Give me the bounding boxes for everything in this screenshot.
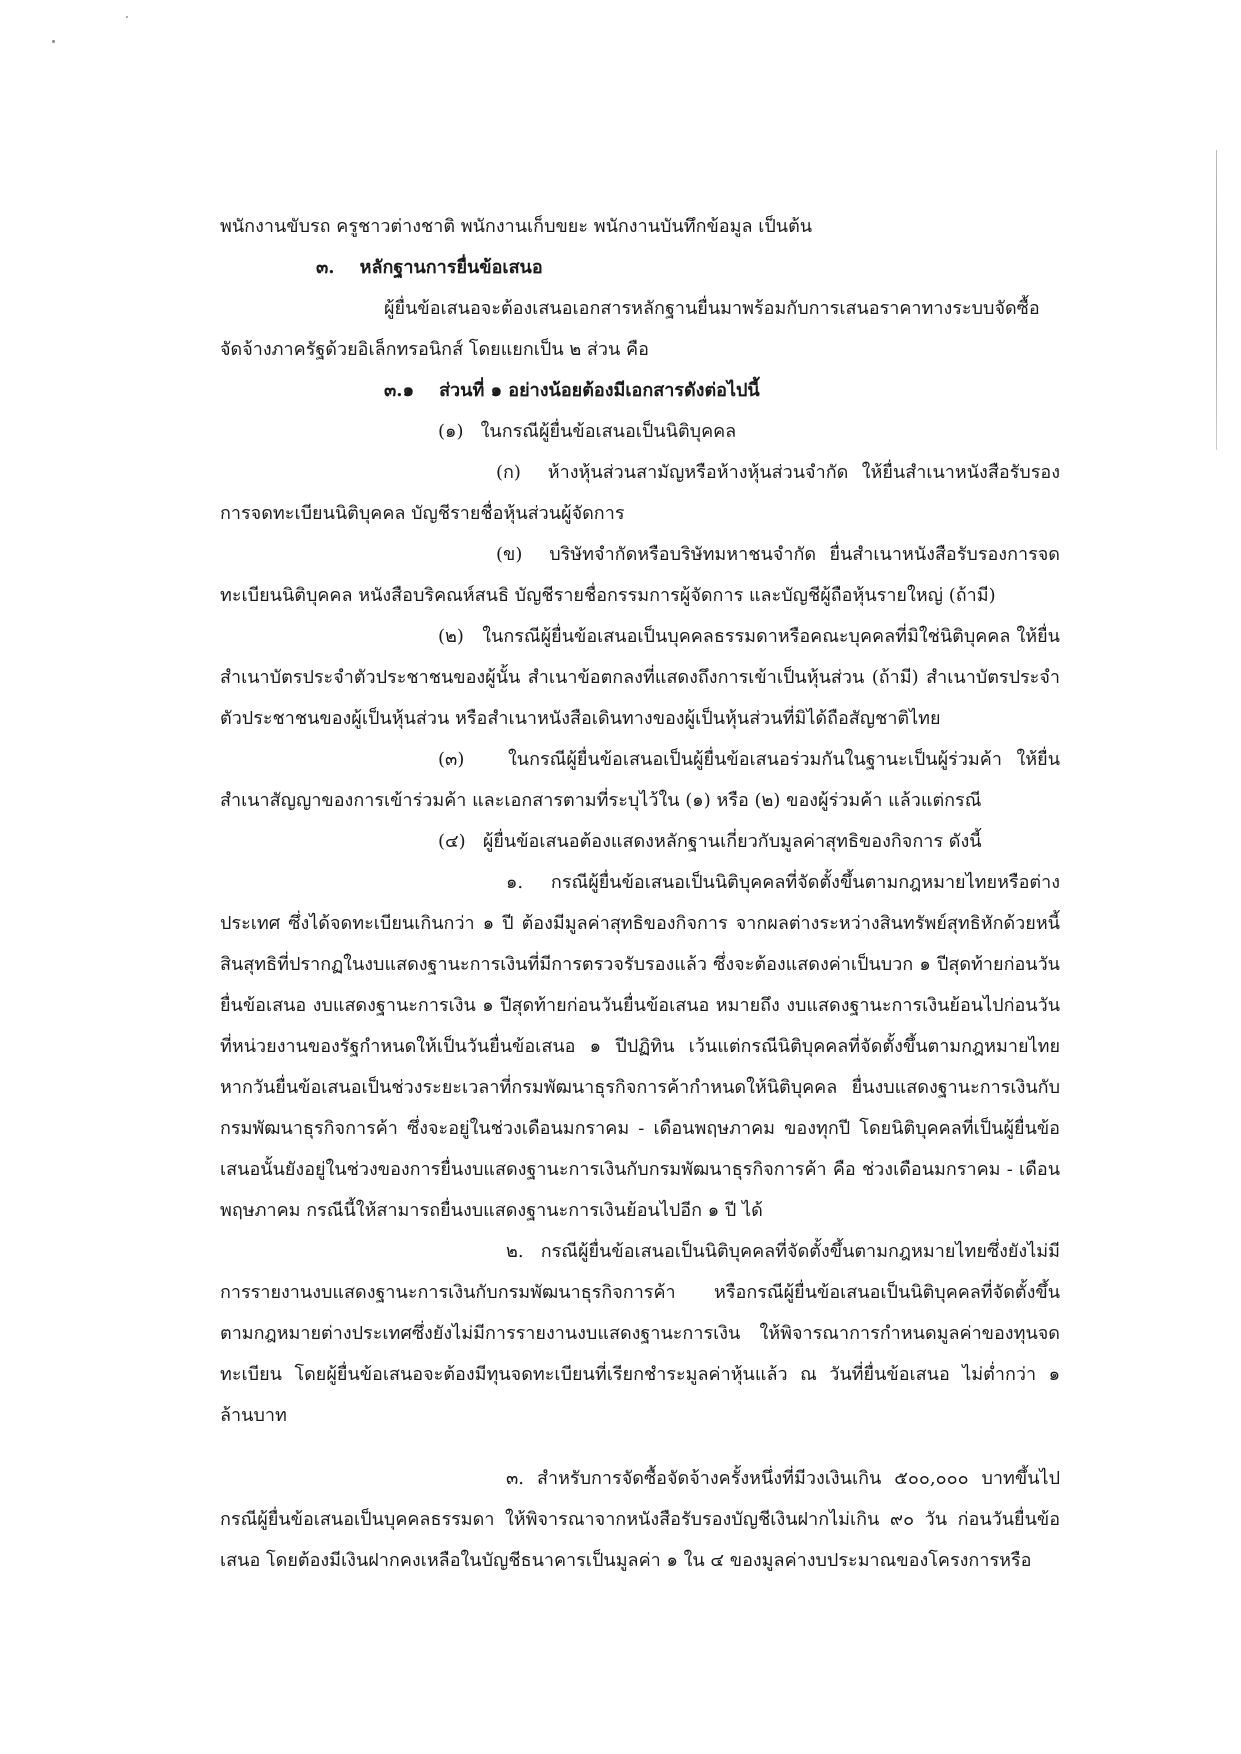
- scan-edge-line: [1216, 150, 1217, 450]
- item-4-point-2: ๒. กรณีผู้ยื่นข้อเสนอเป็นนิติบุคคลที่จัดตั้งขึ้นตามกฎหมายไทยซึ่งยังไม่มีการรายงานงบแสดงฐานะการเงินกับกรมพัฒนาธุรกิจการค้า หรือกรณีผู้ยื่นข้อเสนอเป็นนิติบุคคลที่จัดตั้งขึ้นตามกฎหมายต่างประเทศซึ่งยังไม่มีการรายงานงบแสดงฐานะการเงิน ให้พิจารณาการกำหนดมูลค่าของทุนจดทะเบียน โดยผู้ยื่นข้อเสนอจะต้องมีทุนจดทะเบียนที่เรียกชำระมูลค่าหุ้นแล้ว ณ วันที่ยื่นข้อเสนอ ไม่ต่ำกว่า ๑ ล้านบาท: [220, 1241, 1060, 1426]
- subsection-heading-3-1: ๓.๑ ส่วนที่ ๑ อย่างน้อยต้องมีเอกสารดังต่อไปนี้: [384, 380, 760, 401]
- scan-speck: [126, 16, 128, 18]
- item-2: (๒) ในกรณีผู้ยื่นข้อเสนอเป็นบุคคลธรรมดาหรือคณะบุคคลที่มิใช่นิติบุคคล ให้ยื่นสำเนาบัตรประจำตัวประชาชนของผู้นั้น สำเนาข้อตกลงที่แสดงถึงการเข้าเป็นหุ้นส่วน (ถ้ามี) สำเนาบัตรประจำตัวประชาชนของผู้เป็นหุ้นส่วน หรือสำเนาหนังสือเดินทางของผู้เป็นหุ้นส่วนที่มิได้ถือสัญชาติไทย: [220, 626, 1060, 729]
- item-1: (๑) ในกรณีผู้ยื่นข้อเสนอเป็นนิติบุคคล: [438, 421, 737, 442]
- item-4-point-1: ๑. กรณีผู้ยื่นข้อเสนอเป็นนิติบุคคลที่จัดตั้งขึ้นตามกฎหมายไทยหรือต่างประเทศ ซึ่งได้จดทะเบียนเกินกว่า ๑ ปี ต้องมีมูลค่าสุทธิของกิจการ จากผลต่างระหว่างสินทรัพย์สุทธิหักด้วยหนี้สินสุทธิที่ปรากฏในงบแสดงฐานะการเงินที่มีการตรวจรับรองแล้ว ซึ่งจะต้องแสดงค่าเป็นบวก ๑ ปีสุดท้ายก่อนวันยื่นข้อเสนอ งบแสดงฐานะการเงิน ๑ ปีสุดท้ายก่อนวันยื่นข้อเสนอ หมายถึง งบแสดงฐานะการเงินย้อนไปก่อนวันที่หน่วยงานของรัฐกำหนดให้เป็นวันยื่นข้อเสนอ ๑ ปีปฏิทิน เว้นแต่กรณีนิติบุคคลที่จัดตั้งขึ้นตามกฎหมายไทย หากวันยื่นข้อเสนอเป็นช่วงระยะเวลาที่กรมพัฒนาธุรกิจการค้ากำหนดให้นิติบุคคล ยื่นงบแสดงฐานะการเงินกับกรมพัฒนาธุรกิจการค้า ซึ่งจะอยู่ในช่วงเดือนมกราคม - เดือนพฤษภาคม ของทุกปี โดยนิติบุคคลที่เป็นผู้ยื่นข้อเสนอนั้นยังอยู่ในช่วงของการยื่นงบแสดงฐานะการเงินกับกรมพัฒนาธุรกิจการค้า คือ ช่วงเดือนมกราคม - เดือนพฤษภาคม กรณีนี้ให้สามารถยื่นงบแสดงฐานะการเงินย้อนไปอีก ๑ ปี ได้: [220, 872, 1060, 1221]
- document-body: [220, 206, 1060, 1581]
- item-1-a: (ก) ห้างหุ้นส่วนสามัญหรือห้างหุ้นส่วนจำกัด ให้ยื่นสำเนาหนังสือรับรองการจดทะเบียนนิติบุคคล บัญชีรายชื่อหุ้นส่วนผู้จัดการ: [220, 462, 1060, 524]
- section-3-intro: ผู้ยื่นข้อเสนอจะต้องเสนอเอกสารหลักฐานยื่นมาพร้อมกับการเสนอราคาทางระบบจัดซื้อจัดจ้างภาครัฐด้วยอิเล็กทรอนิกส์ โดยแยกเป็น ๒ ส่วน คือ: [220, 298, 1040, 360]
- continuation-line: พนักงานขับรถ ครูชาวต่างชาติ พนักงานเก็บขยะ พนักงานบันทึกข้อมูล เป็นต้น: [220, 216, 813, 237]
- item-1-b: (ข) บริษัทจำกัดหรือบริษัทมหาชนจำกัด ยื่นสำเนาหนังสือรับรองการจดทะเบียนนิติบุคคล หนังสือบริคณห์สนธิ บัญชีรายชื่อกรรมการผู้จัดการ และบัญชีผู้ถือหุ้นรายใหญ่ (ถ้ามี): [220, 544, 1060, 606]
- item-4: (๔) ผู้ยื่นข้อเสนอต้องแสดงหลักฐานเกี่ยวกับมูลค่าสุทธิของกิจการ ดังนี้: [438, 831, 982, 852]
- item-4-point-3: ๓. สำหรับการจัดซื้อจัดจ้างครั้งหนึ่งที่มีวงเงินเกิน ๕๐๐,๐๐๐ บาทขึ้นไป กรณีผู้ยื่นข้อเสนอเป็นบุคคลธรรมดา ให้พิจารณาจากหนังสือรับรองบัญชีเงินฝากไม่เกิน ๙๐ วัน ก่อนวันยื่นข้อเสนอ โดยต้องมีเงินฝากคงเหลือในบัญชีธนาคารเป็นมูลค่า ๑ ใน ๔ ของมูลค่างบประมาณของโครงการหรือ: [220, 1468, 1060, 1571]
- section-heading-3: ๓. หลักฐานการยื่นข้อเสนอ: [316, 257, 543, 278]
- scan-smudge: [52, 40, 55, 43]
- item-3: (๓) ในกรณีผู้ยื่นข้อเสนอเป็นผู้ยื่นข้อเสนอร่วมกันในฐานะเป็นผู้ร่วมค้า ให้ยื่นสำเนาสัญญาของการเข้าร่วมค้า และเอกสารตามที่ระบุไว้ใน (๑) หรือ (๒) ของผู้ร่วมค้า แล้วแต่กรณี: [220, 749, 1060, 811]
